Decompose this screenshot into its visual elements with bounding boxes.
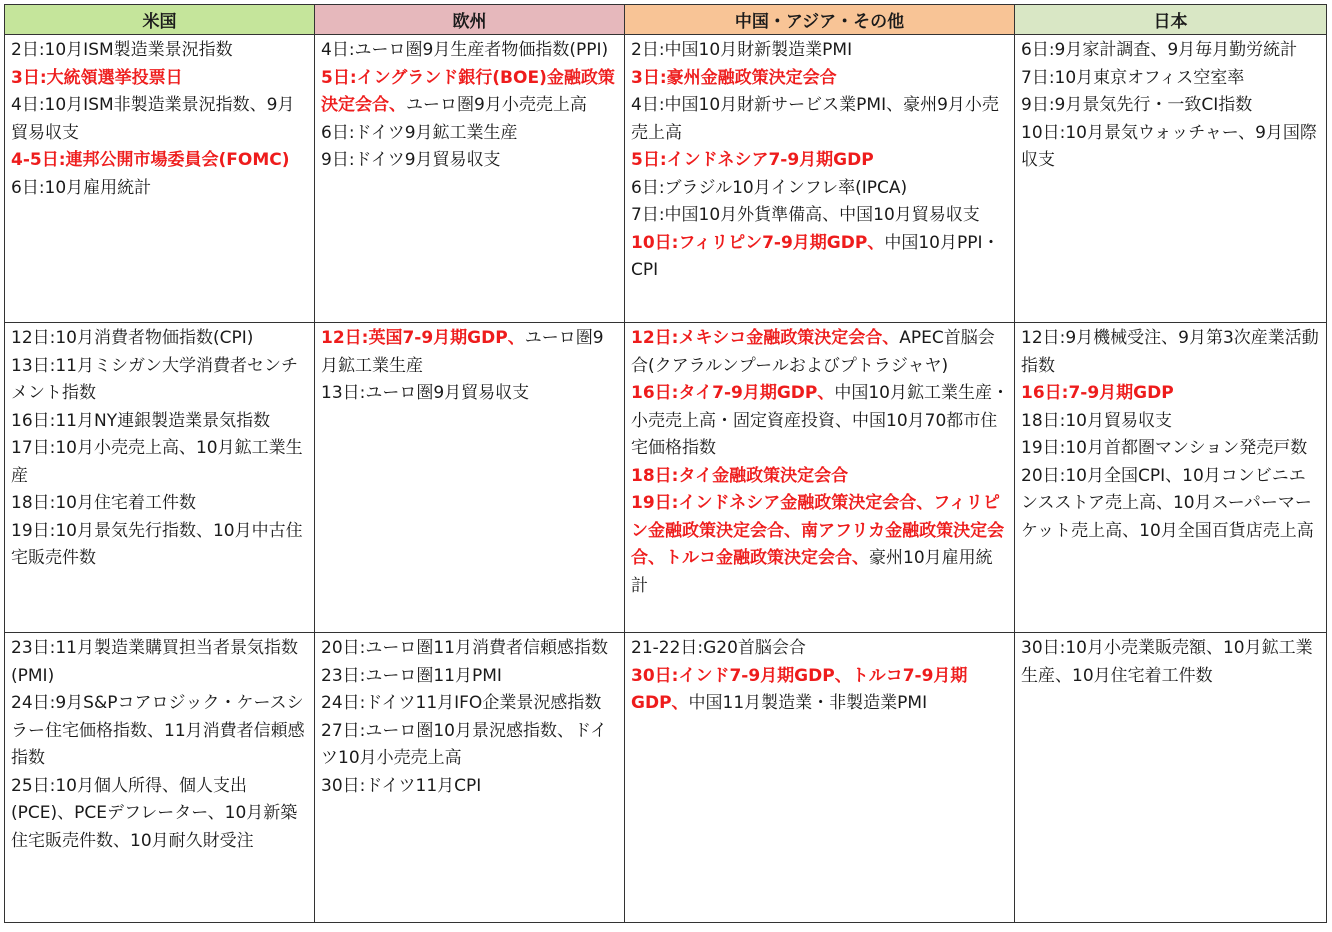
event-highlight: 5日:インドネシア7-9月期GDP: [631, 150, 874, 170]
event-entry: [631, 37, 1009, 65]
event-entry: [11, 490, 309, 518]
event-entry: [11, 92, 309, 147]
event-entry: [11, 353, 309, 408]
event-entry: [1021, 120, 1321, 175]
cell-asia-week-2: [625, 323, 1015, 633]
cell-us-week-2: [5, 323, 315, 633]
event-text: APEC首脳会合(クアラルンプールおよびプトラジャヤ): [631, 328, 995, 376]
event-entry: [631, 147, 1009, 175]
economic-calendar-table: [4, 4, 1327, 923]
event-highlight: 19日:インドネシア金融政策決定会合、フィリピン金融政策決定会合、南アフリカ金融政策決定会合、トルコ金融政策決定会合、: [631, 493, 1005, 568]
event-highlight: 16日:7-9月期GDP: [1021, 383, 1174, 403]
event-highlight: 12日:メキシコ金融政策決定会合、: [631, 328, 900, 348]
event-entry: [1021, 380, 1321, 408]
event-highlight: 3日:豪州金融政策決定会合: [631, 67, 837, 88]
event-text: 19日:10月景気先行指数、10月中古住宅販売件数: [11, 520, 303, 568]
event-text: 中国10月PPI・CPI: [631, 232, 1000, 280]
event-entry: [631, 325, 1009, 380]
event-entry: [631, 635, 1009, 663]
event-entry: [631, 663, 1009, 718]
event-entry: [1021, 37, 1321, 65]
event-entry: [631, 175, 1009, 203]
cell-japan-week-3: [1015, 633, 1327, 923]
event-text: 18日:10月貿易収支: [1021, 410, 1172, 431]
cell-asia-week-1: [625, 35, 1015, 323]
cell-europe-week-3: [315, 633, 625, 923]
event-entry: [631, 202, 1009, 230]
cell-europe-week-2: [315, 323, 625, 633]
event-entry: [1021, 65, 1321, 93]
event-entry: [11, 37, 309, 65]
week-row-3: [5, 633, 1327, 923]
event-text: ユーロ圏9月小売売上高: [406, 95, 587, 115]
event-text: 23日:ユーロ圏11月PMI: [321, 665, 502, 686]
cell-us-week-3: [5, 633, 315, 923]
event-text: 20日:ユーロ圏11月消費者信頼感指数: [321, 638, 608, 658]
header-china-asia-other: 中国・アジア・その他: [625, 5, 1015, 35]
event-text: 27日:ユーロ圏10月景況感指数、ドイツ10月小売売上高: [321, 720, 608, 768]
event-entry: [11, 325, 309, 353]
event-text: 17日:10月小売売上高、10月鉱工業生産: [11, 438, 303, 486]
event-text: 25日:10月個人所得、個人支出(PCE)、PCEデフレーター、10月新築住宅販売件数、10月耐久財受注: [11, 775, 298, 851]
event-entry: [321, 380, 619, 408]
event-entry: [11, 773, 309, 856]
event-text: 24日:ドイツ11月IFO企業景況感指数: [321, 693, 602, 713]
event-text: 20日:10月全国CPI、10月コンビニエンスストア売上高、10月スーパーマーケット売上高、10月全国百貨店売上高: [1021, 465, 1314, 541]
event-entry: [1021, 435, 1321, 463]
week-row-2: [5, 323, 1327, 633]
event-text: 19日:10月首都圏マンション発売戸数: [1021, 438, 1308, 458]
event-entry: [11, 65, 309, 93]
event-highlight: 18日:タイ金融政策決定会合: [631, 465, 849, 486]
event-entry: [11, 518, 309, 573]
event-text: 23日:11月製造業購買担当者景気指数(PMI): [11, 638, 298, 686]
event-text: 2日:中国10月財新製造業PMI: [631, 40, 853, 60]
event-text: 2日:10月ISM製造業景況指数: [11, 40, 233, 60]
event-entry: [631, 230, 1009, 285]
event-text: 18日:10月住宅着工件数: [11, 493, 196, 513]
event-text: 9日:9月景気先行・一致CI指数: [1021, 95, 1253, 115]
event-text: 12日:10月消費者物価指数(CPI): [11, 328, 254, 348]
event-text: 13日:ユーロ圏9月貿易収支: [321, 383, 530, 403]
cell-japan-week-1: [1015, 35, 1327, 323]
event-entry: [321, 718, 619, 773]
event-text: 7日:10月東京オフィス空室率: [1021, 67, 1245, 88]
event-entry: [321, 773, 619, 801]
event-text: 中国11月製造業・非製造業PMI: [688, 693, 928, 713]
event-entry: [631, 92, 1009, 147]
event-text: 6日:10月雇用統計: [11, 177, 152, 198]
event-entry: [1021, 408, 1321, 436]
event-text: 13日:11月ミシガン大学消費者センチメント指数: [11, 355, 298, 403]
event-entry: [321, 663, 619, 691]
event-entry: [321, 120, 619, 148]
event-text: 4日:10月ISM非製造業景況指数、9月貿易収支: [11, 95, 295, 143]
week-row-1: [5, 35, 1327, 323]
event-text: 21-22日:G20首脳会合: [631, 638, 806, 658]
event-text: 4日:中国10月財新サービス業PMI、豪州9月小売売上高: [631, 95, 999, 143]
event-text: 7日:中国10月外貨準備高、中国10月貿易収支: [631, 205, 980, 225]
event-entry: [321, 37, 619, 65]
event-highlight: 5日:イングランド銀行(BOE)金融政策決定会合、: [321, 67, 615, 115]
event-entry: [11, 408, 309, 436]
event-text: 中国10月鉱工業生産・小売売上高・固定資産投資、中国10月70都市住宅価格指数: [631, 383, 1009, 458]
header-europe: 欧州: [315, 5, 625, 35]
event-entry: [11, 435, 309, 490]
event-entry: [631, 65, 1009, 93]
event-highlight: 30日:インド7-9月期GDP、トルコ7-9月期GDP、: [631, 665, 968, 713]
header-us: 米国: [5, 5, 315, 35]
event-text: 6日:9月家計調査、9月毎月勤労統計: [1021, 40, 1298, 60]
event-text: ユーロ圏9月鉱工業生産: [321, 328, 604, 376]
cell-us-week-1: [5, 35, 315, 323]
event-entry: [11, 175, 309, 203]
header-japan: 日本: [1015, 5, 1327, 35]
event-entry: [11, 690, 309, 773]
event-text: 豪州10月雇用統計: [631, 548, 993, 596]
cell-europe-week-1: [315, 35, 625, 323]
cell-japan-week-2: [1015, 323, 1327, 633]
cell-asia-week-3: [625, 633, 1015, 923]
event-entry: [321, 325, 619, 380]
event-text: 12日:9月機械受注、9月第3次産業活動指数: [1021, 328, 1319, 376]
event-highlight: 16日:タイ7-9月期GDP、: [631, 383, 835, 403]
event-entry: [321, 635, 619, 663]
event-entry: [321, 690, 619, 718]
event-entry: [1021, 635, 1321, 690]
event-highlight: 12日:英国7-9月期GDP、: [321, 328, 525, 348]
event-entry: [11, 147, 309, 175]
event-text: 6日:ブラジル10月インフレ率(IPCA): [631, 177, 908, 198]
event-text: 30日:10月小売業販売額、10月鉱工業生産、10月住宅着工件数: [1021, 638, 1313, 686]
event-text: 9日:ドイツ9月貿易収支: [321, 150, 501, 170]
event-entry: [1021, 325, 1321, 380]
event-text: 16日:11月NY連銀製造業景気指数: [11, 410, 271, 431]
event-entry: [1021, 463, 1321, 546]
event-highlight: 4-5日:連邦公開市場委員会(FOMC): [11, 150, 290, 170]
event-text: 4日:ユーロ圏9月生産者物価指数(PPI): [321, 40, 609, 60]
event-text: 30日:ドイツ11月CPI: [321, 775, 482, 796]
event-highlight: 10日:フィリピン7-9月期GDP、: [631, 232, 885, 253]
event-entry: [11, 635, 309, 690]
event-text: 6日:ドイツ9月鉱工業生産: [321, 122, 518, 143]
event-entry: [1021, 92, 1321, 120]
event-highlight: 3日:大統領選挙投票日: [11, 67, 183, 88]
event-text: 24日:9月S&Pコアロジック・ケースシラー住宅価格指数、11月消費者信頼感指数: [11, 693, 305, 768]
event-entry: [631, 463, 1009, 491]
event-entry: [321, 147, 619, 175]
event-text: 10日:10月景気ウォッチャー、9月国際収支: [1021, 122, 1317, 170]
header-row: [5, 5, 1327, 35]
event-entry: [631, 490, 1009, 600]
event-entry: [631, 380, 1009, 463]
event-entry: [321, 65, 619, 120]
